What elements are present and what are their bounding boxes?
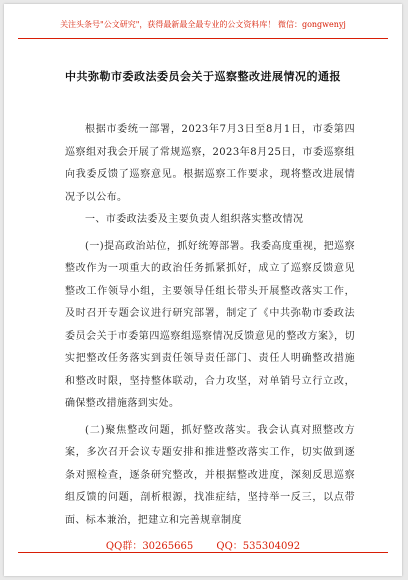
document-page — [4, 4, 402, 576]
footer-contact — [4, 537, 402, 552]
document-body — [65, 119, 355, 532]
footer-qq: QQ：535304092 — [216, 541, 301, 552]
body-paragraph-item-two: (二)聚焦整改问题，抓好整改落实。我会认真对照整改方案，多次召开会议专题安排和推进整改落实工作，切实做到逐条对照检查，逐条研究整改，并根据整改进度，深刻反思巡察组反馈的问题，剖析根源，找准症结，坚持举一反三，以点带面、标本兼治，把建立和完善规章制度 — [65, 424, 355, 526]
section-heading-one: 一、市委政法委及主要负责人组织落实整改情况 — [85, 214, 304, 225]
body-paragraph-intro: 根据市委统一部署，2023年7月3日至8月1日，市委第四巡察组对我会开展了常规巡察，2023年8月25日，市委巡察组向我委反馈了巡察意见。根据巡察工作要求，现将整改进展情况予以公布。 — [65, 124, 355, 203]
header-divider — [18, 38, 388, 39]
document-title: 中共弥勒市委政法委员会关于巡察整改进展情况的通报 — [65, 70, 341, 83]
footer-qq-group: QQ群：30265665 — [105, 541, 194, 552]
header-promo-note: 关注头条号"公文研究"，获得最新最全最专业的公文资料库！ 微信：gongwenyj — [60, 20, 346, 29]
body-paragraph-item-one: (一)提高政治站位，抓好统筹部署。我委高度重视，把巡察整改作为一项重大的政治任务抓紧抓好，成立了巡察反馈意见整改工作领导小组，主要领导任组长带头开展整改落实工作，及时召开专题会议进行研究部署，制定了《中共弥勒市委政法委员会关于市委第四巡察组巡察情况反馈意见的整改方案》，切实把整改任务落实到责任领导责任部门、责任人明确整改措施和整改时限，坚持整体联动，合力攻坚，对单销号立行立改，确保整改措施落到实处。 — [65, 240, 355, 409]
footer-divider — [18, 552, 388, 553]
